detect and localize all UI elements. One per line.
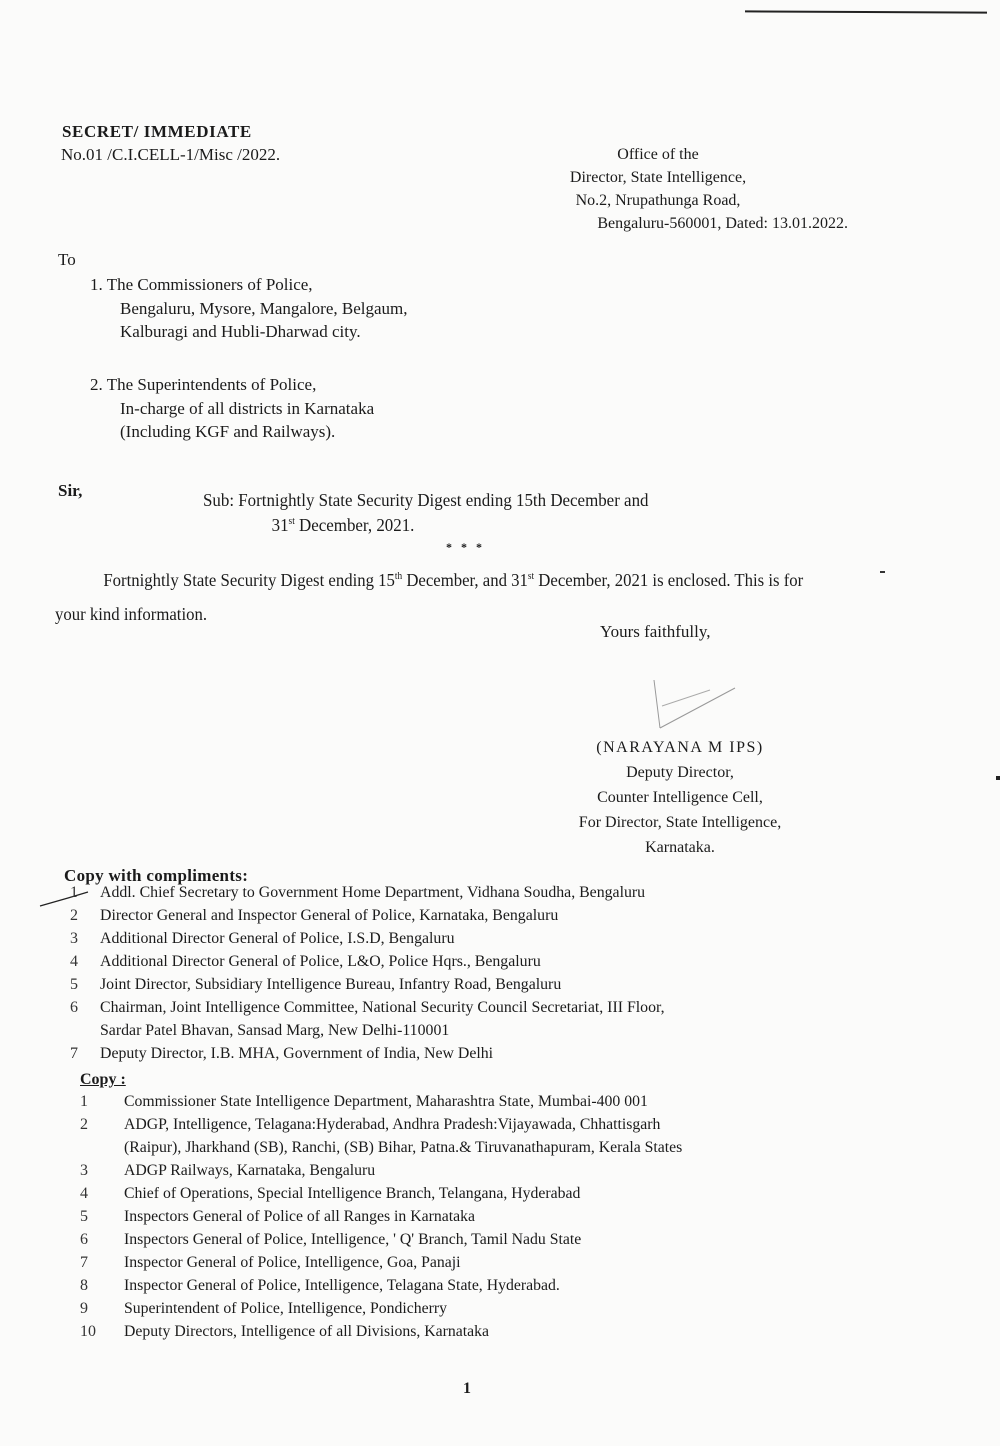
top-ink-line — [745, 10, 987, 13]
signature-icon — [640, 678, 750, 738]
item-number: 3 — [80, 1162, 88, 1179]
list-item — [76, 1297, 691, 1320]
body-text-1: Fortnightly State Security Digest ending 15 — [103, 570, 395, 590]
item-text: Additional Director General of Police, I.S.D, Bengaluru — [100, 930, 455, 947]
signatory-unit: Counter Intelligence Cell, — [597, 789, 763, 806]
item-text: Superintendent of Police, Intelligence, Pondicherry — [124, 1300, 447, 1317]
item-text: Chairman, Joint Intelligence Committee, National Security Council Secretariat, III Floor, — [100, 999, 665, 1016]
item-number: 6 — [70, 999, 78, 1016]
subject-line — [203, 488, 649, 538]
subject-day: 31 — [271, 515, 289, 535]
closing: Yours faithfully, — [600, 622, 711, 641]
recipient-block — [90, 273, 408, 344]
list-item — [64, 996, 670, 1019]
office-line: Director, State Intelligence, — [569, 169, 747, 186]
item-text: Inspector General of Police, Intelligence, Goa, Panaji — [124, 1254, 461, 1271]
classification-label: SECRET/ IMMEDIATE — [62, 122, 252, 141]
item-number: 7 — [80, 1254, 88, 1271]
office-line: Office of the — [617, 146, 699, 163]
list-item — [64, 927, 670, 950]
list-item — [64, 1042, 670, 1065]
item-text: Sardar Patel Bhavan, Sansad Marg, New Delhi-110001 — [100, 1022, 450, 1039]
list-item — [76, 1205, 691, 1228]
recipient-line: 1. The Commissioners of Police, — [90, 275, 313, 294]
item-number: 3 — [70, 930, 78, 947]
signatory-designation: Deputy Director, — [626, 764, 734, 781]
edge-mark — [996, 776, 1000, 780]
list-item — [64, 904, 670, 927]
copy-with-compliments-list — [64, 881, 670, 1065]
item-text: Joint Director, Subsidiary Intelligence Bureau, Infantry Road, Bengaluru — [100, 976, 562, 993]
list-item — [76, 1251, 691, 1274]
subject-text-continued — [203, 513, 649, 538]
page-number: 1 — [463, 1380, 471, 1397]
item-number: 6 — [80, 1231, 88, 1248]
list-item — [76, 1274, 691, 1297]
signatory-for-line: For Director, State Intelligence, — [578, 814, 782, 831]
item-text: Inspector General of Police, Intelligence, Telagana State, Hyderabad. — [124, 1277, 560, 1294]
list-item-continued — [76, 1136, 691, 1159]
item-number: 7 — [70, 1045, 78, 1062]
copy-title: Copy : — [80, 1071, 126, 1088]
item-text: ADGP, Intelligence, Telagana:Hyderabad, Andhra Pradesh:Vijayawada, Chhattisgarh — [124, 1116, 661, 1133]
ordinal-suffix: st — [527, 571, 535, 582]
item-text: Chief of Operations, Special Intelligence Branch, Telangana, Hyderabad — [124, 1185, 581, 1202]
item-number: 9 — [80, 1300, 88, 1317]
recipient-line: Kalburagi and Hubli-Dharwad city. — [120, 322, 361, 341]
item-number: 5 — [70, 976, 78, 993]
list-item — [64, 881, 670, 904]
body-text-3: December, 2021 is enclosed. This is for your kind information. — [55, 570, 804, 624]
item-number: 4 — [70, 953, 78, 970]
list-item — [76, 1182, 691, 1205]
item-number: 5 — [80, 1208, 88, 1225]
recipient-line: 2. The Superintendents of Police, — [90, 375, 317, 394]
office-city-date: Bengaluru-560001, Dated: 13.01.2022. — [597, 215, 848, 232]
ordinal-suffix: th — [394, 571, 403, 582]
list-item — [76, 1228, 691, 1251]
item-text: Deputy Director, I.B. MHA, Government of India, New Delhi — [100, 1045, 494, 1062]
item-text: Commissioner State Intelligence Department, Maharashtra State, Mumbai-400 001 — [124, 1093, 648, 1110]
salutation: Sir, — [58, 481, 83, 500]
item-number — [64, 1019, 100, 1042]
item-text: Deputy Directors, Intelligence of all Divisions, Karnataka — [124, 1323, 489, 1340]
list-item — [76, 1159, 691, 1182]
list-item-continued — [64, 1019, 670, 1042]
list-item — [76, 1090, 691, 1113]
item-text: Addl. Chief Secretary to Government Home Department, Vidhana Soudha, Bengaluru — [100, 884, 646, 901]
subject-date-rest: December, 2021. — [294, 515, 415, 535]
item-text: Additional Director General of Police, L&O, Police Hqrs., Bengaluru — [100, 953, 541, 970]
ordinal-suffix: st — [288, 516, 295, 527]
recipient-line: Bengaluru, Mysore, Mangalore, Belgaum, — [120, 298, 408, 318]
office-line: No.2, Nrupathunga Road, — [575, 192, 741, 209]
list-item — [76, 1113, 691, 1136]
list-item — [64, 973, 670, 996]
recipient-line: (Including KGF and Railways). — [120, 422, 336, 441]
reference-number: No.01 /C.I.CELL-1/Misc /2022. — [61, 145, 281, 164]
separator-stars: * * * — [446, 540, 485, 554]
stray-mark — [880, 571, 885, 573]
subject-text: Sub: Fortnightly State Security Digest ending 15th December and — [203, 490, 649, 510]
list-item — [64, 950, 670, 973]
list-item — [76, 1320, 691, 1343]
recipient-line: In-charge of all districts in Karnataka — [120, 398, 375, 418]
signatory-name: (NARAYANA M IPS) — [596, 739, 764, 756]
copy-with-compliments-title: Copy with compliments: — [64, 866, 249, 885]
body-paragraph — [55, 563, 827, 631]
item-number: 4 — [80, 1185, 88, 1202]
item-number: 8 — [80, 1277, 88, 1294]
to-label: To — [58, 250, 76, 269]
copy-list — [76, 1090, 691, 1343]
item-text: Inspectors General of Police of all Ranges in Karnataka — [124, 1208, 475, 1225]
item-number: 10 — [80, 1323, 96, 1340]
item-number: 1 — [70, 884, 78, 901]
item-text: (Raipur), Jharkhand (SB), Ranchi, (SB) Bihar, Patna.& Tiruvanathapuram, Kerala States — [124, 1139, 683, 1156]
signatory-state: Karnataka. — [645, 839, 715, 856]
item-number: 1 — [80, 1093, 88, 1110]
office-address — [468, 143, 848, 235]
item-text: Director General and Inspector General of Police, Karnataka, Bengaluru — [100, 907, 559, 924]
recipient-block — [90, 373, 374, 444]
item-number: 2 — [70, 907, 78, 924]
item-text: Inspectors General of Police, Intelligence, ' Q' Branch, Tamil Nadu State — [124, 1231, 582, 1248]
item-text: ADGP Railways, Karnataka, Bengaluru — [124, 1162, 376, 1179]
body-text-2: December, and 31 — [402, 570, 528, 590]
signatory-block — [520, 735, 840, 860]
item-number: 2 — [80, 1116, 88, 1133]
item-number — [76, 1136, 124, 1159]
